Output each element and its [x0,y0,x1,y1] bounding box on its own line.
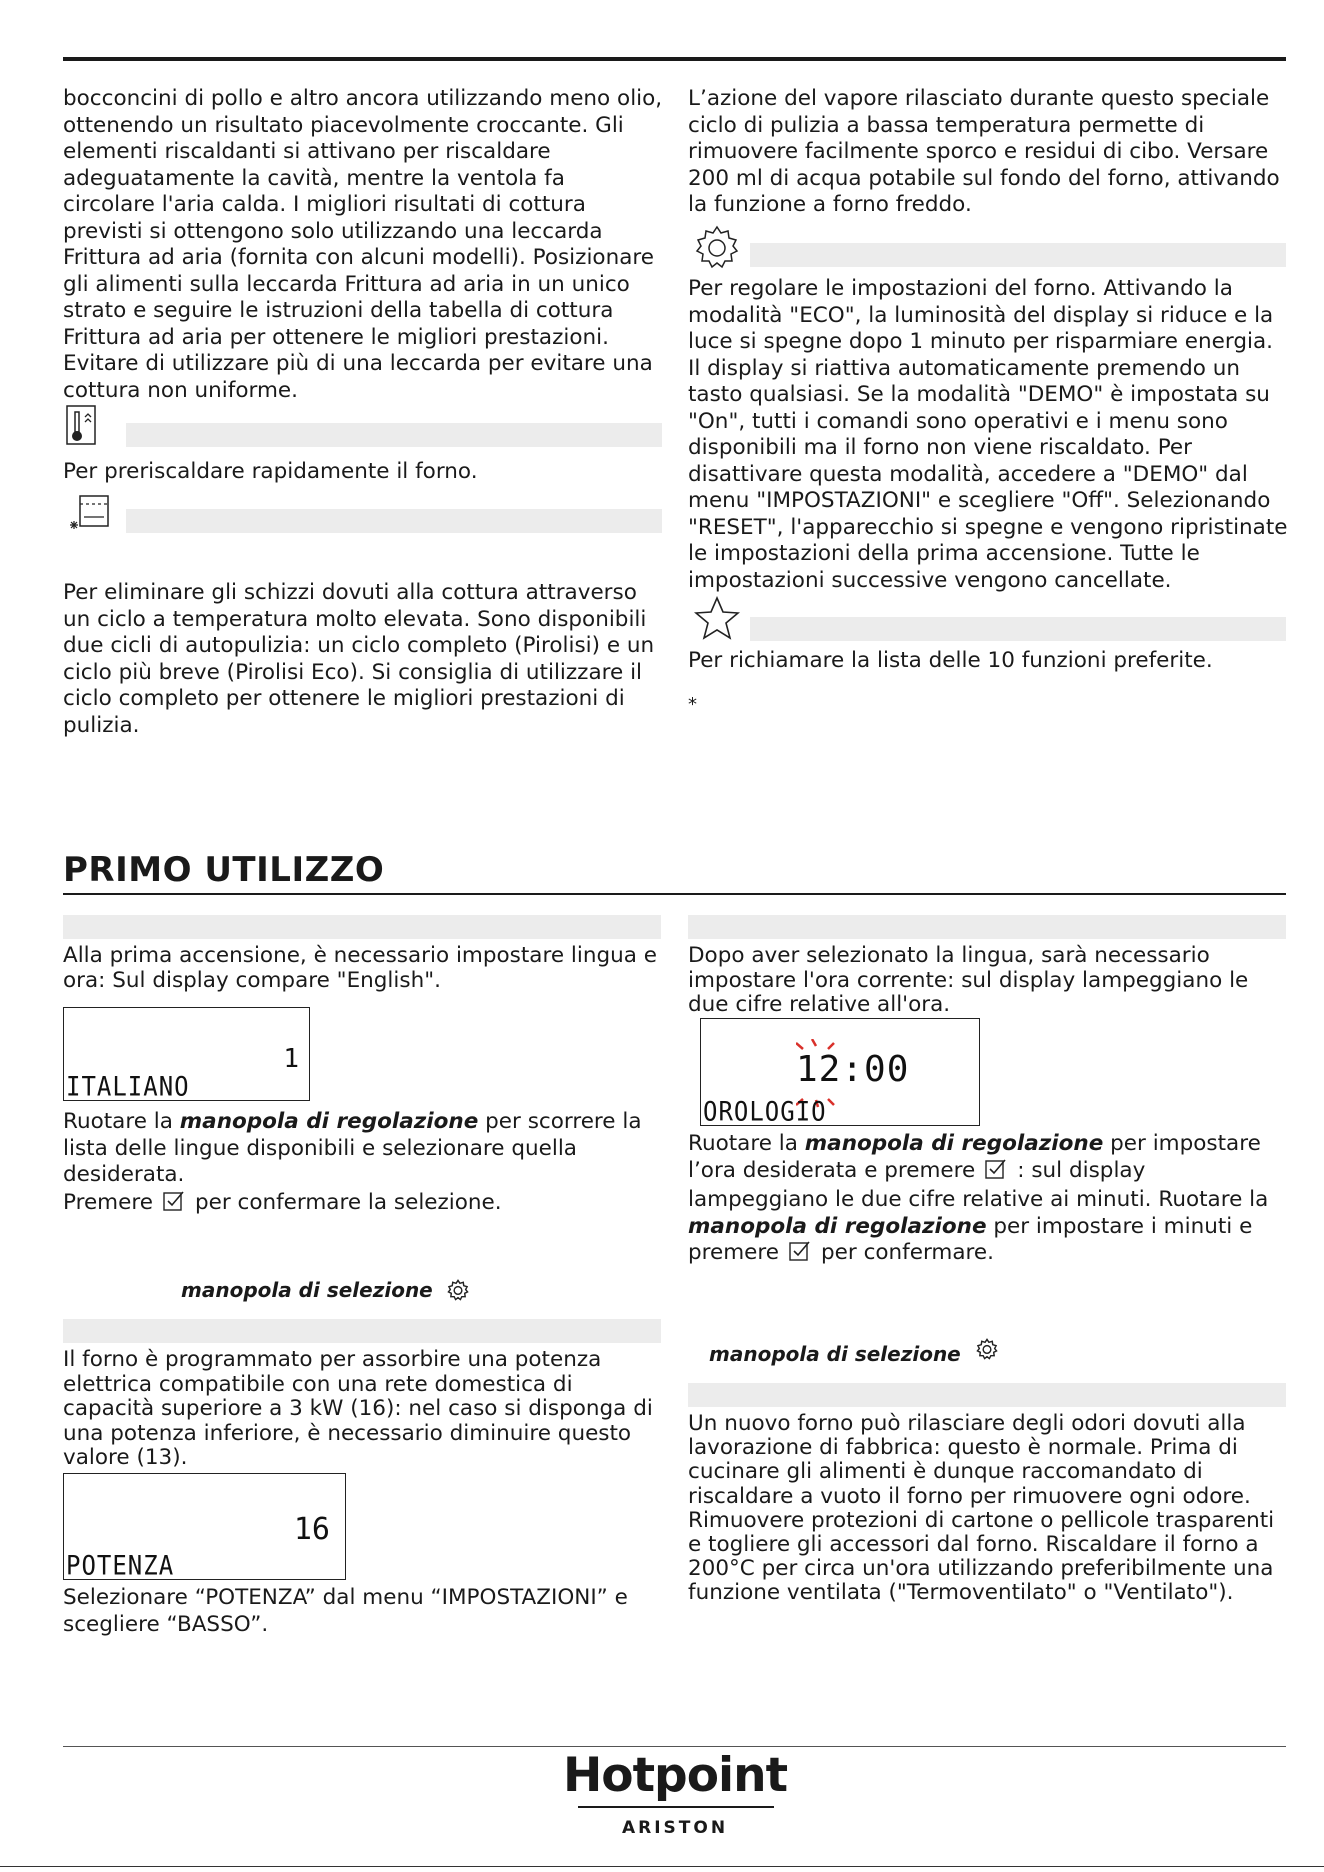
brand-logo-text: Hotpoint [562,1748,788,1803]
heat-knob-label: manopola di selezione [709,1342,961,1366]
clock-lcd-value: 12:00 [796,1049,910,1090]
heat-heading-bar [688,1383,1286,1407]
power-knob-label: manopola di selezione [181,1278,433,1302]
language-lcd-display [63,1007,310,1101]
language-heading-bar [63,915,661,939]
steam-clean-text: L’azione del vapore rilasciato durante questo speciale ciclo di pulizia a bassa temperatura permette di rimuovere facilmente sporco e residui di cibo. Versare 200 ml di acqua potabile sul fondo del forno, attivando la funzione a forno freddo. [688,86,1280,217]
pyrolysis-text: Per eliminare gli schizzi dovuti alla cottura attraverso un ciclo a temperatura molto elevata. Sono disponibili due cicli di autopulizia: un ciclo completo (Pirolisi) e un ciclo più breve (Pirolisi Eco). Si consiglia di utilizzare il ciclo completo per ottenere le migliori prestazioni di pulizia. [63,580,655,738]
clock-instruction: Ruotare la manopola di regolazione per impostare l’ora desiderata e premere : sul display lampeggiano le due cifre relative ai minuti. Ruotare la manopola di regolazione per impostare i minuti e premere per confermare. [688,1131,1288,1270]
pyrolysis-icon [68,493,112,531]
top-rule [63,57,1286,61]
confirm-check-icon [163,1190,185,1220]
power-after-text: Selezionare “POTENZA” dal menu “IMPOSTAZIONI” e scegliere “BASSO”. [63,1585,628,1637]
favorites-star-icon [694,596,740,640]
favorites-heading-bar [750,617,1286,641]
settings-gear-small-icon [447,1279,469,1301]
language-intro: Alla prima accensione, è necessario impostare lingua e ora: Sul display compare "English". [63,943,657,993]
brand-sub-text: ARISTON [621,1818,729,1838]
settings-heading-bar [750,243,1286,267]
language-instruction: Ruotare la manopola di regolazione per scorrere la lista delle lingue disponibili e selezionare quella desiderata. [63,1109,642,1187]
footer-rule [63,1746,1286,1747]
fast-preheat-icon [66,405,96,445]
heat-text: Un nuovo forno può rilasciare degli odori dovuti alla lavorazione di fabbrica: questo è normale. Prima di cucinare gli alimenti è dunque raccomandato di riscaldare a vuoto il forno per rimuovere ogni odore. Rimuovere protezioni di cartone o pellicole trasparenti e togliere gli accessori dal forno. Riscaldare il forno a 200°C per circa un'ora utilizzando preferibilmente una funzione ventilata ("Termoventilato" o "Ventilato"). [688,1411,1275,1606]
preheat-heading-bar [126,423,662,447]
power-heading-bar [63,1319,661,1343]
language-confirm: Premere per confermare la selezione. [63,1190,663,1220]
power-lcd-label: POTENZA [66,1550,175,1581]
confirm-check-icon [985,1158,1007,1188]
power-lcd-value: 16 [293,1512,330,1547]
clock-intro: Dopo aver selezionato la lingua, sarà necessario impostare l'ora corrente: sul display lampeggiano le due cifre relative all'ora. [688,943,1249,1017]
language-lcd-label: ITALIANO [66,1071,190,1102]
clock-lcd-display [700,1018,980,1126]
section-title: PRIMO UTILIZZO [63,850,385,890]
settings-gear-icon [694,224,740,270]
favorites-text: Per richiamare la lista delle 10 funzioni preferite. [688,648,1213,673]
brand-underline [578,1806,774,1808]
language-lcd-value: 1 [283,1044,299,1074]
clock-lcd-label: OROLOGIO [703,1096,827,1127]
section-rule [63,893,1286,895]
airfry-text: bocconcini di pollo e altro ancora utilizzando meno olio, ottenendo un risultato piacevolmente croccante. Gli elementi riscaldanti si attivano per riscaldare adeguatamente la cavità, mentre la ventola fa circolare l'aria calda. I migliori risultati di cottura previsti si ottengono solo utilizzando una leccarda Frittura ad aria (fornita con alcuni modelli). Posizionare gli alimenti sulla leccarda Frittura ad aria in un unico strato e seguire le istruzioni della tabella di cottura Frittura ad aria per ottenere le migliori prestazioni. Evitare di utilizzare più di una leccarda per evitare una cottura non uniforme. [63,86,663,403]
settings-gear-small-icon [976,1338,998,1360]
pyrolysis-heading-bar [126,509,662,533]
preheat-text: Per preriscaldare rapidamente il forno. [63,459,478,484]
power-lcd-display [63,1473,346,1580]
confirm-check-icon [789,1240,811,1270]
bottom-rule [0,1866,1324,1867]
clock-heading-bar [688,915,1286,939]
settings-text: Per regolare le impostazioni del forno. Attivando la modalità "ECO", la luminosità del display si riduce e la luce si spegne dopo 1 minuto per risparmiare energia. Il display si riattiva automaticamente premendo un tasto qualsiasi. Se la modalità "DEMO" è impostata su "On", tutti i comandi sono operativi e i menu sono disponibili ma il forno non viene riscaldato. Per disattivare questa modalità, accedere a "DEMO" dal menu "IMPOSTAZIONI" e scegliere "Off". Selezionando "RESET", l'apparecchio si spegne e vengono ripristinate le impostazioni della prima accensione. Tutte le impostazioni successive vengono cancellate. [688,276,1288,593]
footnote-asterisk: * [688,694,697,715]
power-text: Il forno è programmato per assorbire una potenza elettrica compatibile con una rete domestica di capacità superiore a 3 kW (16): nel caso si disponga di una potenza inferiore, è necessario diminuire questo valore (13). [63,1347,653,1470]
